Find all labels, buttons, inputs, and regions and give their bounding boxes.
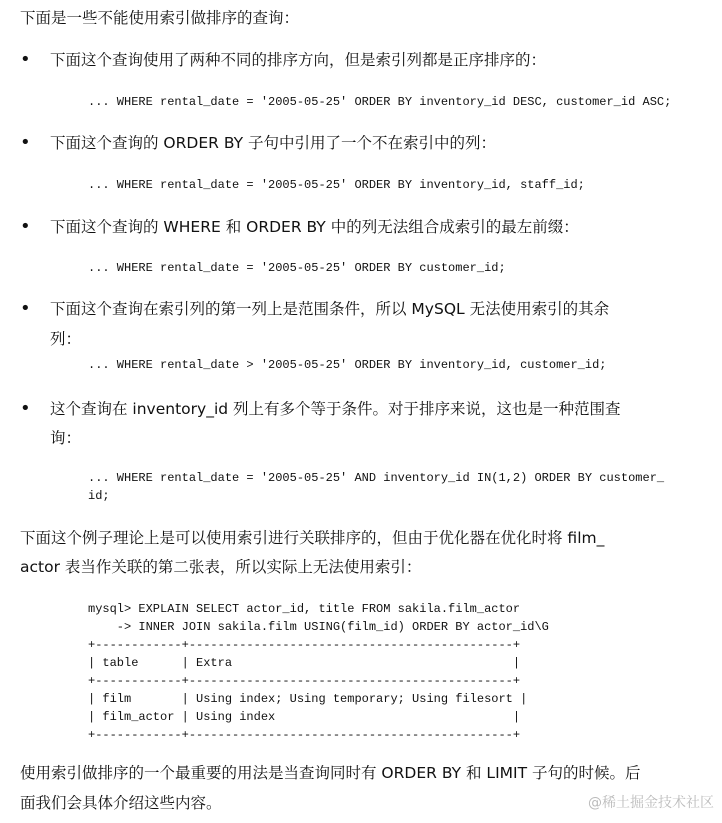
mysql-explain-block: mysql> EXPLAIN SELECT actor_id, title FROM sakila.film_actor -> INNER JOIN sakila.film USING(film_id) ORDER BY actor_id\G +------------+---------------------------------------------+ | table | Extra | +------------+---------------------------------------------+ | film | Using index; Using temporary; Using filesort | | film_actor | Using index | +------------+---------------------------------------------+ [88, 602, 549, 742]
paragraph-line: 下面这个例子理论上是可以使用索引进行关联排序的，但由于优化器在优化时将 film_ [20, 529, 605, 547]
code-snippet: ... WHERE rental_date = '2005-05-25' ORDER BY inventory_id, staff_id; [88, 178, 585, 192]
watermark: @稀土掘金技术社区 [588, 795, 714, 811]
code-snippet: ... WHERE rental_date = '2005-05-25' ORDER BY inventory_id DESC, customer_id ASC; [88, 95, 672, 109]
bullet-icon: • [20, 49, 31, 70]
bullet-text-continued: 询： [50, 429, 82, 447]
code-snippet: ... WHERE rental_date > '2005-05-25' ORDER BY inventory_id, customer_id; [88, 358, 607, 372]
bullet-text: 这个查询在 inventory_id 列上有多个等于条件。对于排序来说，这也是一种范围查 [50, 400, 621, 418]
bullet-text: 下面这个查询的 ORDER BY 子句中引用了一个不在索引中的列： [50, 134, 497, 152]
paragraph-line: 面我们会具体介绍这些内容。 [20, 794, 222, 812]
paragraph-line: 使用索引做排序的一个最重要的用法是当查询同时有 ORDER BY 和 LIMIT 子句的时候。后 [20, 764, 641, 782]
bullet-icon: • [20, 216, 31, 237]
bullet-text: 下面这个查询在索引列的第一列上是范围条件，所以 MySQL 无法使用索引的其余 [50, 300, 610, 318]
intro-text: 下面是一些不能使用索引做排序的查询： [20, 9, 300, 27]
bullet-text-continued: 列： [50, 330, 82, 348]
paragraph-line: actor 表当作关联的第二张表，所以实际上无法使用索引： [20, 558, 422, 576]
bullet-text: 下面这个查询的 WHERE 和 ORDER BY 中的列无法组合成索引的最左前缀： [50, 218, 579, 236]
bullet-icon: • [20, 132, 31, 153]
bullet-icon: • [20, 398, 31, 419]
bullet-text: 下面这个查询使用了两种不同的排序方向，但是索引列都是正序排序的： [50, 51, 547, 69]
code-snippet: ... WHERE rental_date = '2005-05-25' AND inventory_id IN(1,2) ORDER BY customer_ id; [88, 471, 665, 503]
bullet-icon: • [20, 298, 31, 319]
code-snippet: ... WHERE rental_date = '2005-05-25' ORDER BY customer_id; [88, 261, 506, 275]
